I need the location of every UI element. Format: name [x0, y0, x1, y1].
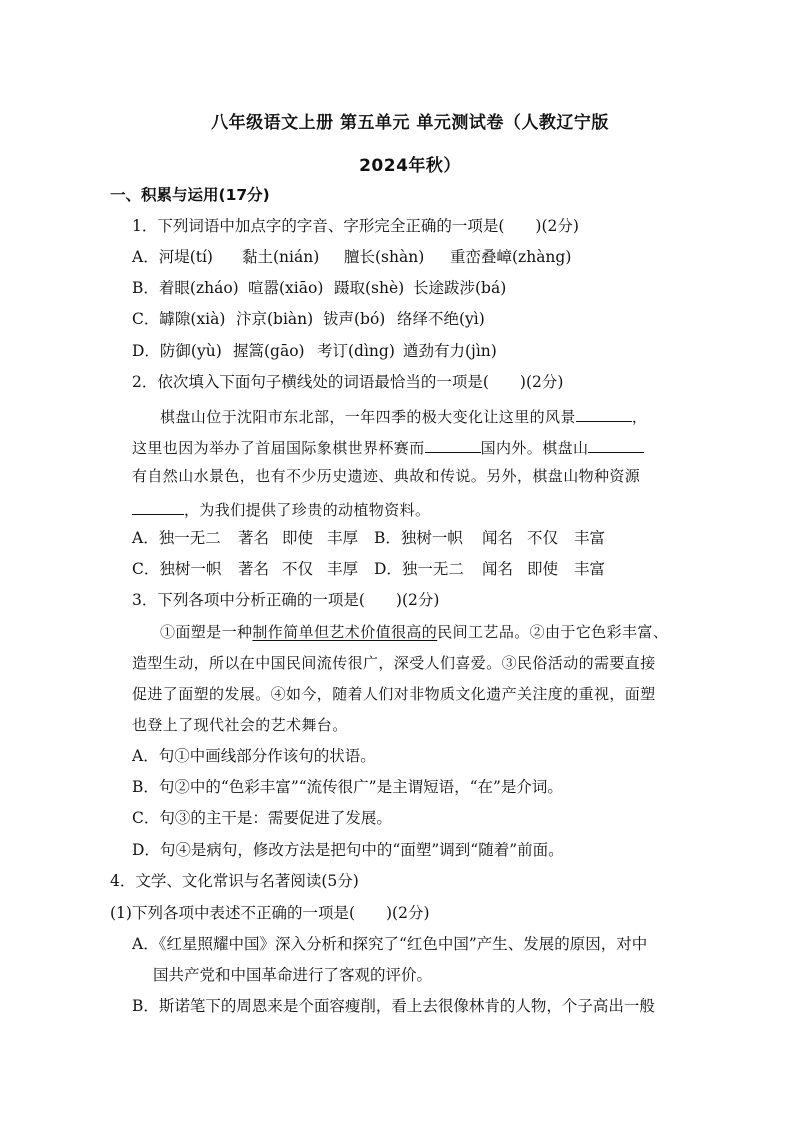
q1-c-1: C．罅隙(xià) — [132, 310, 226, 328]
blank-2 — [425, 438, 481, 453]
q2-p2-mid: 国内外。棋盘山 — [480, 439, 589, 457]
doc-title-line2: 2024年秋） — [359, 156, 461, 176]
q2-b-3: 不仅 — [527, 529, 559, 547]
q3-option-a: A．句①中画线部分作该句的状语。 — [132, 747, 376, 765]
q3-passage-line1 — [160, 625, 668, 640]
q1-b-4: 长途跋涉(bá) — [413, 279, 507, 297]
q2-b-4: 丰富 — [574, 529, 606, 547]
blank-3 — [588, 438, 644, 453]
q1-d-2: 握篙(gāo) — [233, 342, 305, 360]
q2-d-2: 闻名 — [482, 560, 514, 578]
q1-option-b — [132, 281, 506, 297]
q2-d-3: 即使 — [527, 560, 559, 578]
q2-a-3: 即使 — [282, 529, 314, 547]
q2-p1-text: 棋盘山位于沈阳市东北部，一年四季的极大变化让这里的风景 — [160, 408, 576, 426]
q3-p1-text: ①面塑是一种 — [160, 623, 253, 641]
q2-a-4: 丰厚 — [327, 529, 359, 547]
q1-a-3: 膻长(shàn) — [344, 248, 425, 266]
q3-passage-line2: 造型生动，所以在中国民间流传很广，深受人们喜爱。③民俗活动的需要直接 — [132, 654, 656, 672]
q3-passage-line3: 促进了面塑的发展。④如今，随着人们对非物质文化遗产关注度的重视，面塑 — [132, 685, 656, 703]
q2-passage-line3: 有自然山水景色，也有不少历史遗迹、典故和传说。另外，棋盘山物种资源 — [132, 467, 641, 485]
q4-option-b-line1: B．斯诺笔下的周恩来是个面容瘦削，看上去很像林肯的人物，个子高出一般 — [132, 997, 655, 1015]
q2-passage-line2 — [132, 438, 644, 456]
q2-c-1: C．独树一帜 — [132, 560, 222, 578]
q3-p1-end: 民间工艺品。②由于它色彩丰富、 — [437, 623, 669, 641]
blank-4 — [132, 500, 184, 515]
q2-a-1: A．独一无二 — [132, 529, 221, 547]
q4-option-a-line1: A．《红星照耀中国》深入分析和探究了“红色中国”产生、发展的原因，对中 — [132, 935, 648, 953]
q3-option-c: C．句③的主干是：需要促进了发展。 — [132, 809, 392, 827]
q1-option-c — [132, 312, 485, 328]
q1-option-a — [132, 250, 571, 266]
q2-p2-text: 这里也因为举办了首届国际象棋世界杯赛而 — [132, 439, 425, 457]
q1-a-2: 黏土(nián) — [242, 248, 320, 266]
q2-c-4: 丰厚 — [327, 560, 359, 578]
section-heading: 一、积累与运用(17分) — [110, 186, 270, 204]
q1-b-1: B．着眼(zháo) — [132, 279, 239, 297]
q2-c-3: 不仅 — [282, 560, 314, 578]
q1-b-2: 喧嚣(xiāo) — [248, 279, 324, 297]
q3-passage-line4: 也登上了现代社会的艺术舞台。 — [132, 716, 348, 734]
blank-1 — [576, 407, 632, 422]
q2-b-1: B．独树一帜 — [374, 529, 463, 547]
q1-d-3: 考订(dìng) — [317, 342, 395, 360]
q1-c-3: 钹声(bó) — [323, 310, 386, 328]
q2-options-ab — [132, 531, 605, 547]
q2-options-cd — [132, 562, 605, 578]
q2-passage-line4 — [132, 500, 430, 518]
q4-stem: 4．文学、文化常识与名著阅读(5分) — [110, 872, 359, 890]
q2-passage-line1 — [160, 407, 647, 425]
q4-sub1-stem: (1)下列各项中表述不正确的一项是( )(2分) — [110, 904, 430, 922]
q1-stem: 1．下列词语中加点字的字音、字形完全正确的一项是( )(2分) — [132, 217, 579, 235]
q3-underlined-phrase: 制作简单但艺术价值很高的 — [252, 623, 438, 641]
q2-c-2: 著名 — [238, 560, 270, 578]
q2-d-4: 丰富 — [574, 560, 606, 578]
q1-d-1: D．防御(yù) — [132, 342, 222, 360]
q1-c-2: 汴京(biàn) — [236, 310, 314, 328]
q1-a-1: A．河堤(tí) — [132, 248, 213, 266]
q1-a-4: 重峦叠嶂(zhàng) — [450, 248, 572, 266]
q3-stem: 3．下列各项中分析正确的一项是( )(2分) — [132, 591, 440, 609]
q1-b-3: 蹑取(shè) — [334, 279, 405, 297]
q1-d-4: 遒劲有力(jìn) — [403, 342, 497, 360]
q4-option-a-line2: 国共产党和中国革命进行了客观的评价。 — [153, 966, 433, 984]
q2-b-2: 闻名 — [482, 529, 514, 547]
q2-a-2: 著名 — [238, 529, 270, 547]
q2-d-1: D．独一无二 — [374, 560, 464, 578]
q1-option-d — [132, 344, 497, 360]
q3-option-d: D．句④是病句，修改方法是把句中的“面塑”调到“随着”前面。 — [132, 841, 564, 859]
q2-p4-text: ，为我们提供了珍贵的动植物资料。 — [184, 501, 431, 519]
q1-c-4: 络绎不绝(yì) — [397, 310, 485, 328]
q2-stem: 2．依次填入下面句子横线处的词语最恰当的一项是( )(2分) — [132, 373, 564, 391]
doc-title-line1: 八年级语文上册 第五单元 单元测试卷（人教辽宁版 — [211, 113, 609, 133]
q2-p1-end: ， — [631, 408, 648, 426]
q3-option-b: B．句②中的“色彩丰富”“流传很广”是主谓短语，“在”是介词。 — [132, 778, 563, 796]
